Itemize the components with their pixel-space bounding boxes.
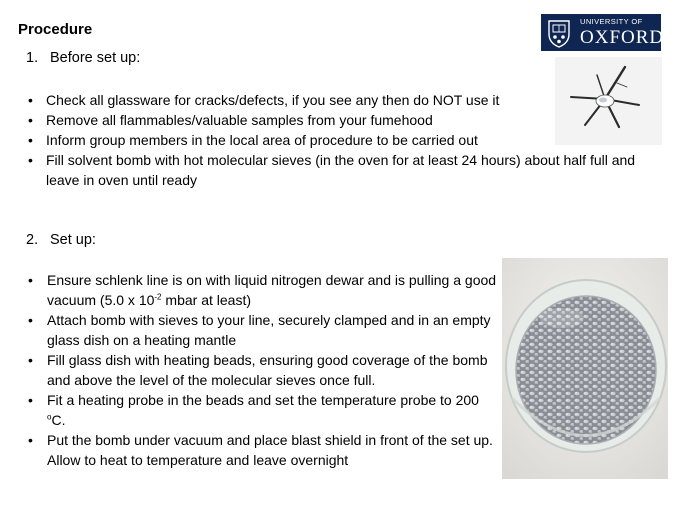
heating-beads-dish-photo xyxy=(502,258,668,479)
list-item-text: Ensure schlenk line is on with liquid nitrogen dewar and is pulling a good vacuum (5.0 x 10 xyxy=(47,272,497,308)
list-item: • Fill glass dish with heating beads, ensuring good coverage of the bomb and above the level of the molecular sieves once full. xyxy=(28,350,498,390)
section-heading-text: Before set up: xyxy=(50,50,141,66)
university-logo xyxy=(541,14,665,51)
exponent: -2 xyxy=(154,292,162,302)
list-item-text: Fit a heating probe in the beads and set the temperature probe to 200 xyxy=(47,392,479,408)
logo-wordmark xyxy=(580,18,664,47)
setup-list xyxy=(28,270,498,470)
section-heading-text: Set up: xyxy=(50,232,96,248)
list-item-text: mbar at least) xyxy=(161,292,251,308)
university-crest-icon xyxy=(546,18,572,48)
section-heading-before-setup xyxy=(26,50,140,66)
list-item: • Check all glassware for cracks/defects, if you see any then do NOT use it xyxy=(28,90,663,110)
cracked-glass-photo xyxy=(555,57,662,145)
logo-line-university-of: UNIVERSITY OF xyxy=(580,17,643,27)
section-heading-setup xyxy=(26,232,96,248)
section-number: 1. xyxy=(26,50,39,66)
page-title: Procedure xyxy=(18,21,93,38)
list-item: • Attach bomb with sieves to your line, securely clamped and in an empty glass dish on a heating mantle xyxy=(28,310,498,350)
degree-sign: o xyxy=(47,412,52,422)
list-item: • Fill solvent bomb with hot molecular sieves (in the oven for at least 24 hours) about half full and leave in oven until ready xyxy=(28,150,663,190)
logo-line-oxford: OXFORD xyxy=(580,26,665,48)
list-item xyxy=(28,390,498,430)
list-item: • Remove all flammables/valuable samples from your fumehood xyxy=(28,110,663,130)
list-item: • Put the bomb under vacuum and place blast shield in front of the set up. Allow to heat to temperature and leave overnight xyxy=(28,430,498,470)
list-item-text: C. xyxy=(51,412,66,428)
list-item xyxy=(28,270,498,310)
list-item: • Inform group members in the local area of procedure to be carried out xyxy=(28,130,663,150)
section-number: 2. xyxy=(26,232,39,248)
